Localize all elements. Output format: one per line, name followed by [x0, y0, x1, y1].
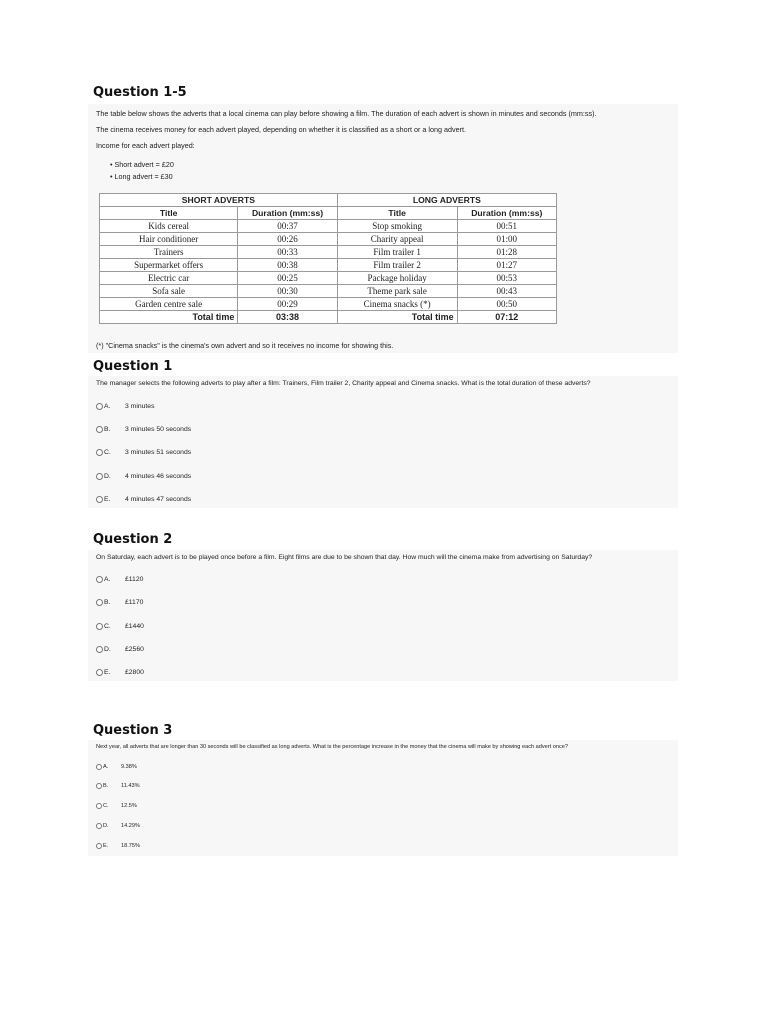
short-adverts-header: SHORT ADVERTS	[100, 194, 338, 207]
table-row	[100, 233, 557, 246]
q2-option-c[interactable]: C. £1440	[96, 623, 144, 630]
table-row	[100, 220, 557, 233]
question-3-text: Next year, all adverts that are longer than 30 seconds will be classified as long adverts. What is the percentage increase in the money that the cinema will make by showing each advert once?	[96, 744, 568, 750]
q3-option-d[interactable]: D. 14.29%	[96, 823, 140, 829]
table-cell: Hair conditioner	[100, 233, 238, 246]
table-cell: Charity appeal	[337, 233, 457, 246]
q3-option-c[interactable]: C. 12.5%	[96, 803, 137, 809]
table-cell: 01:00	[457, 233, 556, 246]
bullet-short-advert: • Short advert = £20	[110, 160, 174, 169]
col-title-short: Title	[100, 207, 238, 220]
radio-icon[interactable]	[96, 599, 103, 606]
table-cell: 00:37	[238, 220, 337, 233]
table-cell: Cinema snacks (*)	[337, 298, 457, 311]
radio-icon[interactable]	[96, 803, 102, 809]
radio-icon[interactable]	[96, 496, 103, 503]
table-cell: Theme park sale	[337, 285, 457, 298]
radio-icon[interactable]	[96, 843, 102, 849]
table-cell: Trainers	[100, 246, 238, 259]
table-cell: Package holiday	[337, 272, 457, 285]
question-1-title: Question 1	[93, 359, 173, 374]
question-2-panel	[88, 550, 678, 681]
radio-icon[interactable]	[96, 783, 102, 789]
table-cell: 00:30	[238, 285, 337, 298]
table-cell: Film trailer 1	[337, 246, 457, 259]
radio-icon[interactable]	[96, 764, 102, 770]
table-cell: Electric car	[100, 272, 238, 285]
table-row	[100, 246, 557, 259]
question-1-panel	[88, 376, 678, 508]
question-2-text: On Saturday, each advert is to be played once before a film. Eight films are due to be shown that day. How much will the cinema make from advertising on Saturday?	[96, 554, 593, 561]
table-cell: 00:33	[238, 246, 337, 259]
section-title: Question 1-5	[93, 85, 187, 100]
table-cell: Supermarket offers	[100, 259, 238, 272]
q2-option-d[interactable]: D. £2560	[96, 646, 144, 653]
table-cell: 00:50	[457, 298, 556, 311]
q2-option-e[interactable]: E. £2800	[96, 669, 144, 676]
short-total-label: Total time	[100, 311, 238, 324]
table-row	[100, 259, 557, 272]
q3-option-e[interactable]: E. 18.75%	[96, 843, 140, 849]
col-duration-short: Duration (mm:ss)	[238, 207, 337, 220]
long-total-label: Total time	[337, 311, 457, 324]
q2-option-b[interactable]: B. £1170	[96, 599, 143, 606]
table-cell: 00:25	[238, 272, 337, 285]
radio-icon[interactable]	[96, 449, 103, 456]
question-3-panel	[88, 740, 678, 856]
table-cell: 00:38	[238, 259, 337, 272]
table-cell: Kids cereal	[100, 220, 238, 233]
footnote: (*) "Cinema snacks" is the cinema's own advert and so it receives no income for showing this.	[96, 341, 394, 350]
q1-option-a[interactable]: A. 3 minutes	[96, 403, 154, 410]
q1-option-d[interactable]: D. 4 minutes 46 seconds	[96, 473, 191, 480]
table-cell: 00:53	[457, 272, 556, 285]
q2-option-a[interactable]: A. £1120	[96, 576, 143, 583]
radio-icon[interactable]	[96, 669, 103, 676]
table-row	[100, 298, 557, 311]
radio-icon[interactable]	[96, 623, 103, 630]
radio-icon[interactable]	[96, 426, 103, 433]
radio-icon[interactable]	[96, 646, 103, 653]
question-3-title: Question 3	[93, 723, 173, 738]
radio-icon[interactable]	[96, 403, 103, 410]
col-duration-long: Duration (mm:ss)	[457, 207, 556, 220]
intro-line-3: Income for each advert played:	[96, 141, 195, 150]
q3-option-b[interactable]: B. 11.43%	[96, 783, 140, 789]
table-cell: Stop smoking	[337, 220, 457, 233]
table-cell: 00:43	[457, 285, 556, 298]
long-adverts-header: LONG ADVERTS	[337, 194, 556, 207]
table-cell: 00:26	[238, 233, 337, 246]
q3-option-a[interactable]: A. 9.38%	[96, 764, 137, 770]
q1-option-b[interactable]: B. 3 minutes 50 seconds	[96, 426, 191, 433]
table-cell: 01:28	[457, 246, 556, 259]
short-total-value: 03:38	[238, 311, 337, 324]
adverts-table	[99, 193, 557, 324]
radio-icon[interactable]	[96, 823, 102, 829]
q1-option-e[interactable]: E. 4 minutes 47 seconds	[96, 496, 191, 503]
table-cell: 00:29	[238, 298, 337, 311]
question-2-title: Question 2	[93, 532, 173, 547]
table-cell: Sofa sale	[100, 285, 238, 298]
radio-icon[interactable]	[96, 473, 103, 480]
long-total-value: 07:12	[457, 311, 556, 324]
question-1-text: The manager selects the following adverts to play after a film: Trainers, Film trailer 2, Charity appeal and Cinema snacks. What is the total duration of these adverts?	[96, 380, 591, 387]
col-title-long: Title	[337, 207, 457, 220]
table-row	[100, 285, 557, 298]
table-cell: Garden centre sale	[100, 298, 238, 311]
table-cell: Film trailer 2	[337, 259, 457, 272]
table-row	[100, 272, 557, 285]
bullet-long-advert: • Long advert = £30	[110, 172, 173, 181]
table-cell: 01:27	[457, 259, 556, 272]
radio-icon[interactable]	[96, 576, 103, 583]
table-cell: 00:51	[457, 220, 556, 233]
intro-line-2: The cinema receives money for each advert played, depending on whether it is classified as a short or a long advert.	[96, 125, 466, 134]
intro-line-1: The table below shows the adverts that a local cinema can play before showing a film. The duration of each advert is shown in minutes and seconds (mm:ss).	[96, 109, 597, 118]
q1-option-c[interactable]: C. 3 minutes 51 seconds	[96, 449, 191, 456]
total-row	[100, 311, 557, 324]
